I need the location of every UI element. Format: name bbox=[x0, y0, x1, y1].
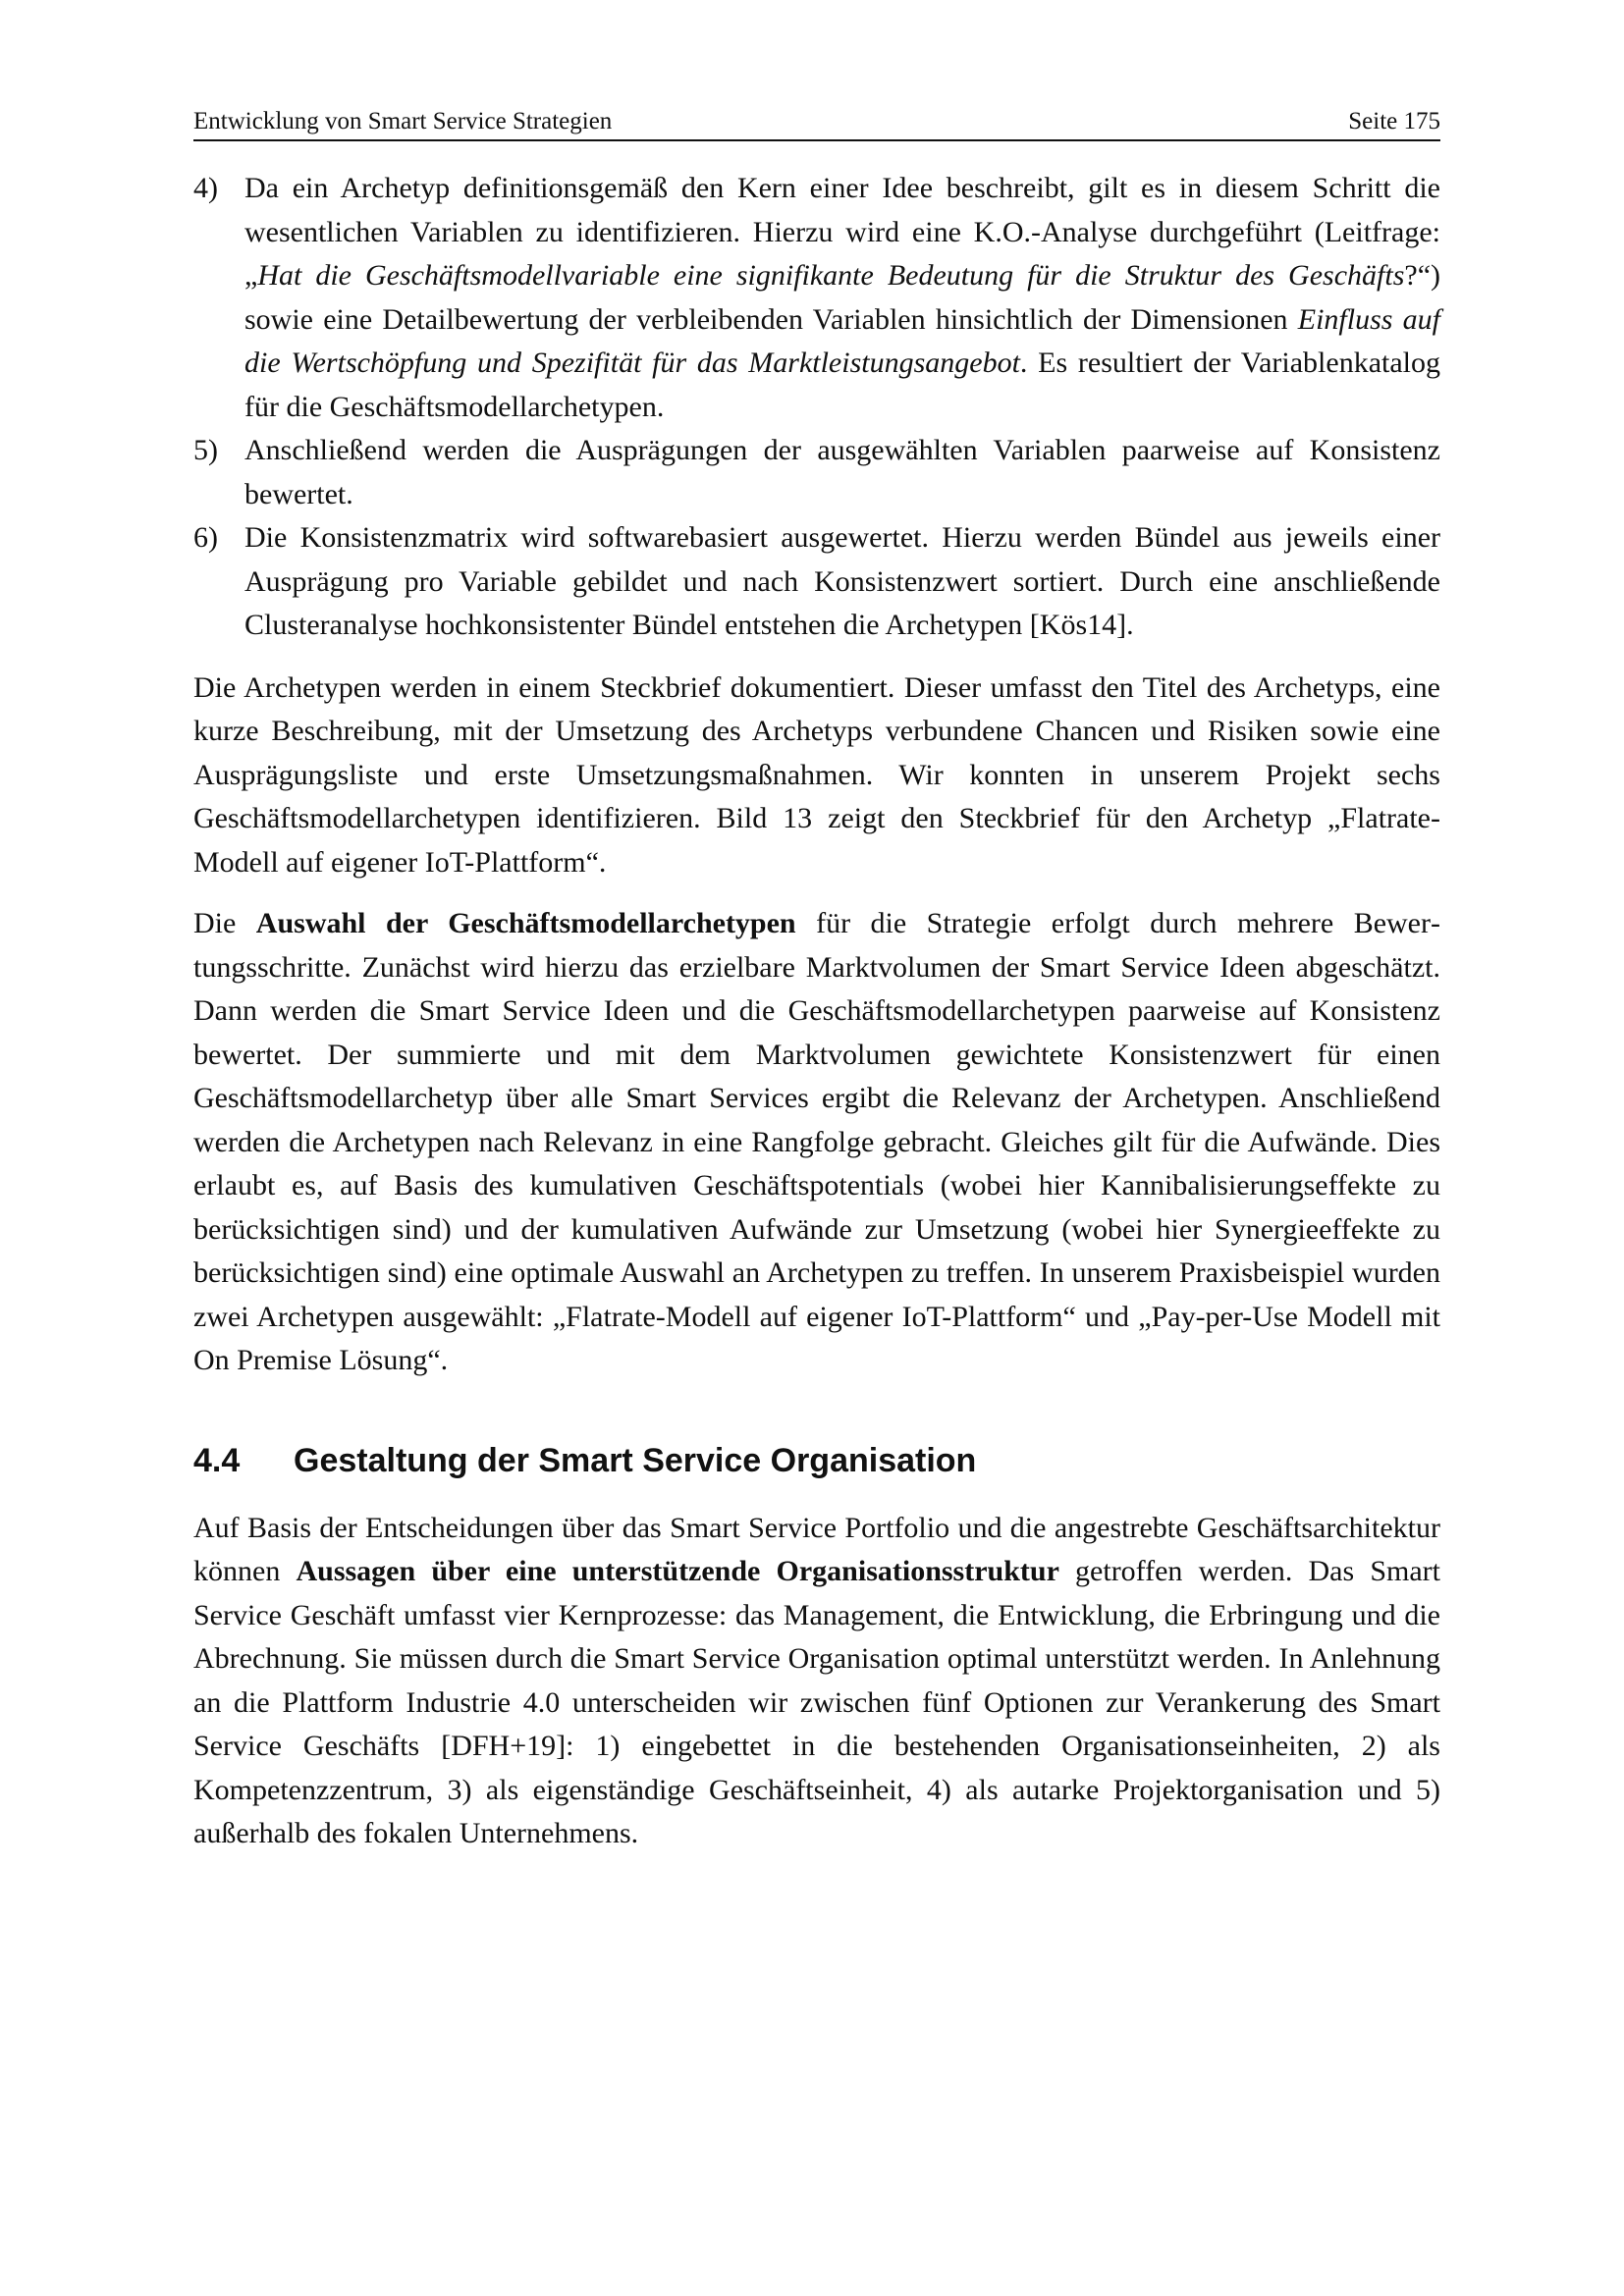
page-number: Seite 175 bbox=[1348, 108, 1440, 134]
guiding-question: Hat die Geschäftsmodellvariable eine signifikante Bedeutung für die Struktur des Geschäfts bbox=[257, 259, 1405, 292]
list-item-text: Die Konsistenzmatrix wird softwarebasiert ausgewertet. Hierzu werden Bündel aus jeweils einer Ausprägung pro Variable gebildet und nach Konsistenzwert sortiert. Durch eine anschließende Clusteranalyse hochkonsistenter Bündel entstehen die Archetypen [Kös14]. bbox=[244, 521, 1440, 641]
bold-term: Auswahl der Geschäftsmodellarchetypen bbox=[255, 907, 796, 939]
list-item-text: Anschließend werden die Ausprägungen der ausgewählten Variablen paarweise auf Konsistenz bewertet. bbox=[244, 434, 1440, 510]
running-header bbox=[193, 106, 1440, 141]
paragraph-auswahl bbox=[193, 902, 1440, 1383]
list-item-number: 6) bbox=[193, 521, 218, 554]
method-steps-list bbox=[193, 167, 1440, 648]
list-item-text: ?“) sowie eine Detailbewertung der verbleibenden Variablen hinsichtlich der Dimensionen bbox=[244, 259, 1440, 336]
paragraph-text: Auf Basis der Entscheidungen über das Smart Service Portfolio und die angestrebte Geschäftsarchitektur können bbox=[193, 1511, 1440, 1587]
list-item bbox=[193, 429, 1440, 516]
paragraph-organisation bbox=[193, 1507, 1440, 1856]
list-item-text: Da ein Archetyp definitionsgemäß den Kern einer Idee beschreibt, gilt es in diesem Schritt die wesentlichen Variablen zu identifizieren. Hierzu wird eine K.O.-Analyse durchgeführt (Leitfrage: „ bbox=[244, 172, 1440, 292]
list-item bbox=[193, 516, 1440, 648]
list-item bbox=[193, 167, 1440, 429]
paragraph-steckbrief: Die Archetypen werden in einem Steckbrief dokumentiert. Dieser umfasst den Titel des Archetyps, eine kurze Beschreibung, mit der Umsetzung des Archetyps verbundene Chancen und Risiken sowie eine Ausprägungsliste und erste Umsetzungsmaßnahmen. Wir konnten in unserem Projekt sechs Geschäftsmodellarchetypen identifizieren. Bild 13 zeigt den Steckbrief für den Archetyp „Flatrate-Modell auf eigener IoT-Plattform“. bbox=[193, 670, 1440, 879]
section-title: Gestaltung der Smart Service Organisation bbox=[294, 1441, 977, 1479]
header-title: Entwicklung von Smart Service Strategien bbox=[193, 108, 613, 134]
evaluation-dimensions: Einfluss auf die Wertschöpfung und Spezifität für das Marktleistungsangebot bbox=[244, 302, 1441, 379]
list-item-text: . Es resultiert der Variablenkatalog für die Geschäftsmodellarchetypen. bbox=[244, 347, 1440, 423]
page bbox=[193, 106, 1440, 1856]
list-item-number: 5) bbox=[193, 434, 218, 466]
list-item-number: 4) bbox=[193, 172, 218, 204]
paragraph-text: getroffen werden. Das Smart Service Geschäft umfasst vier Kernprozesse: das Management, die Entwicklung, die Erbringung und die Abrechnung. Sie müssen durch die Smart Service Organisation optimal unterstützt werden. In Anlehnung an die Plattform Industrie 4.0 unterscheiden wir zwischen fünf Optionen zur Verankerung des Smart Service Geschäfts [DFH+19]: 1) eingebettet in die bestehenden Organisationseinheiten, 2) als Kompetenzzentrum, 3) als eigenständige Geschäftseinheit, 4) als autarke Projektorganisation und 5) außerhalb des fokalen Unternehmens. bbox=[193, 1555, 1440, 1849]
section-number: 4.4 bbox=[193, 1441, 241, 1479]
paragraph-text: für die Strategie erfolgt durch mehrere Bewertungsschritte. Zunächst wird hierzu das erzielbare Marktvolumen der Smart Service Ideen abgeschätzt. Dann werden die Smart Service Ideen und die Geschäftsmodellarchetypen paarweise auf Konsistenz bewertet. Der summierte und mit dem Marktvolumen gewichtete Konsistenzwert für einen Geschäftsmodellarchetyp über alle Smart Services ergibt die Relevanz der Archetypen. Anschließend werden die Archetypen nach Relevanz in eine Rangfolge gebracht. Gleiches gilt für die Aufwände. Dies erlaubt es, auf Basis des kumulativen Geschäftspotentials (wobei hier Kannibalisierungseffekte zu berücksichtigen sind) und der kumulativen Aufwände zur Umsetzung (wobei hier Synergieeffekte zu berücksichtigen sind) eine optimale Auswahl an Archetypen zu treffen. In unserem Praxisbeispiel wurden zwei Archetypen ausgewählt: „Flatrate-Modell auf eigener IoT-Plattform“ und „Pay-per-Use Modell mit On Premise Lösung“. bbox=[193, 907, 1440, 1376]
section-heading bbox=[193, 1436, 1440, 1485]
body-text bbox=[193, 167, 1440, 1856]
paragraph-text: Die bbox=[193, 907, 256, 939]
bold-term: Aussagen über eine unterstützende Organisationsstruktur bbox=[296, 1555, 1059, 1587]
